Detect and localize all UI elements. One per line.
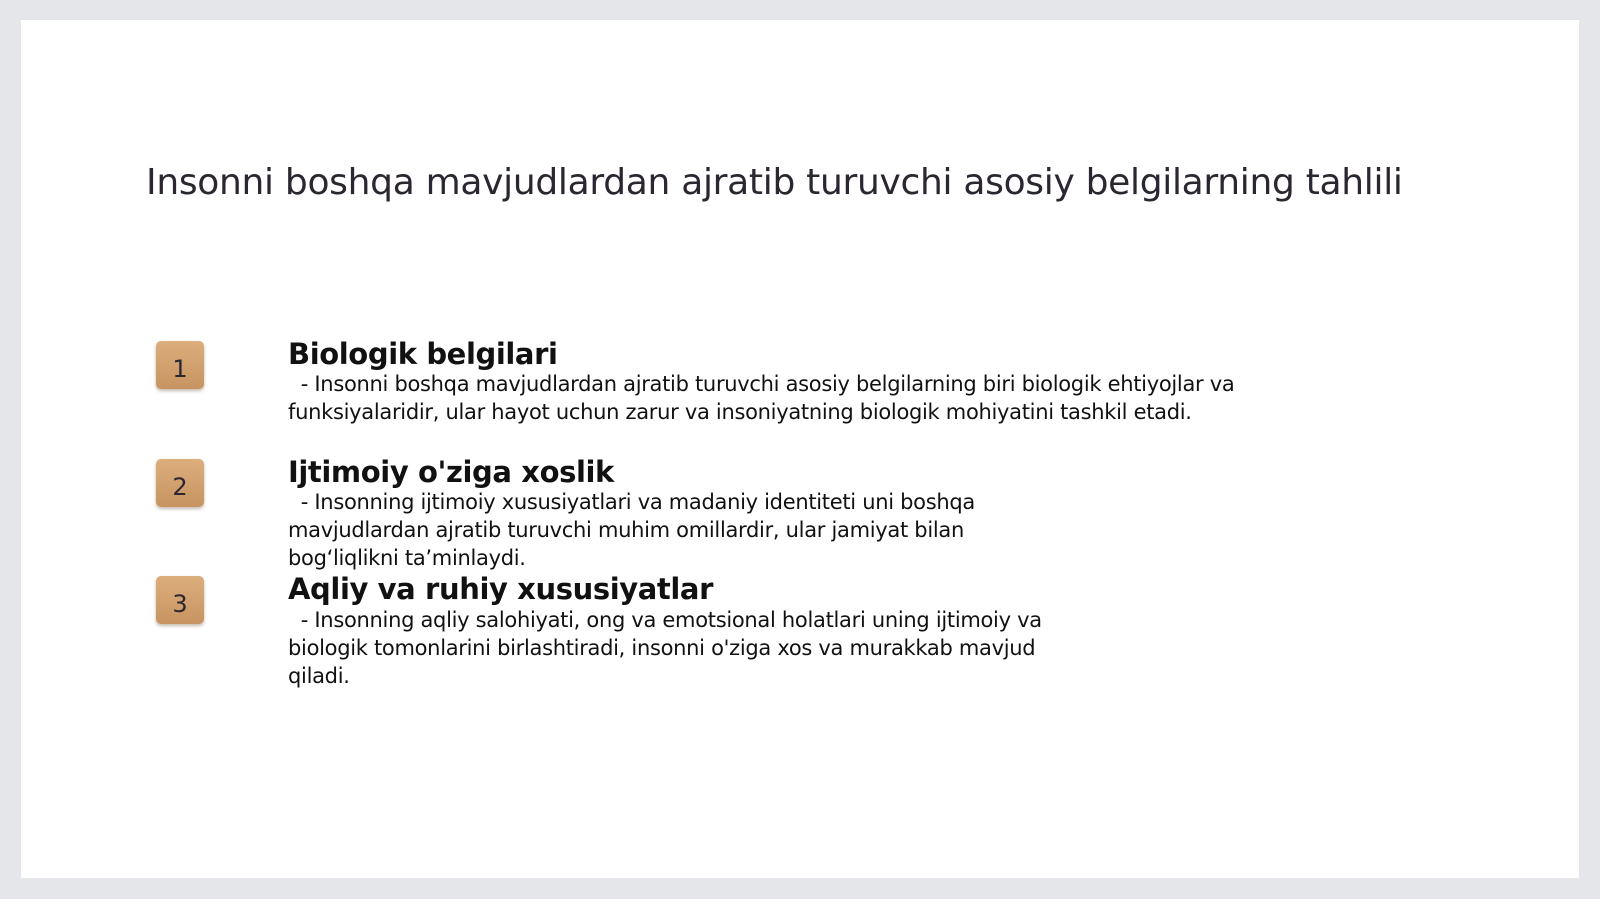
number-badge-2: 2 — [156, 459, 204, 507]
item-heading-2: Ijtimoiy o'ziga xoslik — [288, 455, 614, 489]
number-badge-1: 1 — [156, 341, 204, 389]
item-heading-3: Aqliy va ruhiy xususiyatlar — [288, 572, 713, 606]
slide — [21, 20, 1579, 878]
slide-title: Insonni boshqa mavjudlardan ajratib turuvchi asosiy belgilarning tahlili — [146, 162, 1403, 203]
number-badge-3: 3 — [156, 576, 204, 624]
item-description-2: - Insonning ijtimoiy xususiyatlari va madaniy identiteti uni boshqa mavjudlardan ajratib turuvchi muhim omillardir, ular jamiyat bilan bog‘liqlikni ta’minlaydi. — [288, 490, 982, 570]
item-description-3: - Insonning aqliy salohiyati, ong va emotsional holatlari uning ijtimoiy va biologik tomonlarini birlashtiradi, insonni o'ziga xos va murakkab mavjud qiladi. — [288, 608, 1049, 688]
item-heading-1: Biologik belgilari — [288, 337, 558, 371]
item-description-1: - Insonni boshqa mavjudlardan ajratib turuvchi asosiy belgilarning biri biologik ehtiyojlar va funksiyalaridir, ular hayot uchun zarur va insoniyatning biologik mohiyatini tashkil etadi. — [288, 372, 1241, 424]
